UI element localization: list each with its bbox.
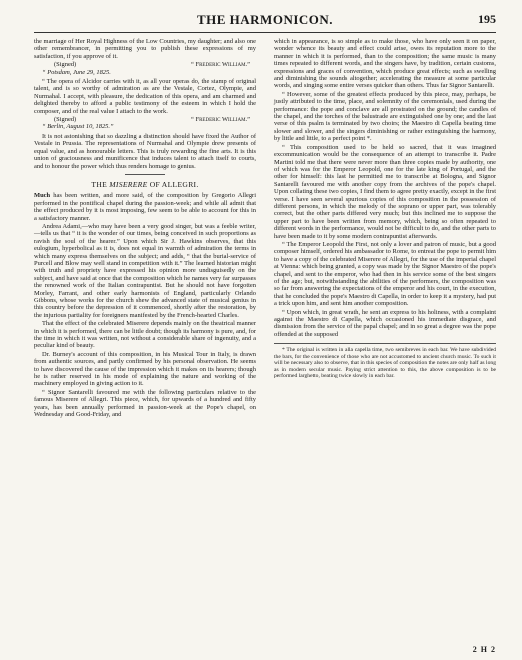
left-column <box>34 38 256 420</box>
signed-label: (Signed) <box>54 61 77 69</box>
section-title <box>34 181 256 188</box>
footnote-rule <box>274 343 496 344</box>
section-divider <box>125 174 165 175</box>
page-header <box>34 10 496 32</box>
signatory: “ Frederic William.” <box>191 116 250 124</box>
paragraph: “ Upon which, in great wrath, he sent an express to his holiness, with a complaint against the Maestro di Capella, which occasioned his immediate disgrace, and dismission from the service of the papal chapel; and in so great a degree was the pope offended at the supposed <box>274 308 496 338</box>
paragraph: “ The Emperor Leopold the First, not only a lover and patron of music, but a good composer himself, ordered his ambassador to Rome, to entreat the pope to permit him to have a copy of the celebrated Miserere of Allegri, for the use of the imperial chapel at Vienna: which being granted, a copy was made by the Signor Maestro of the pope's chapel, and sent to the emperor, who had then in his service some of the best singers of the age; but, notwithstanding the abilities of the performers, the composition was so far from answering the expectations of the emperor and his court, in the execution, that he concluded the pope's Maestro di Capella, in order to keep it a mystery, had put a trick upon him, and sent him another composition. <box>274 240 496 308</box>
paragraph: “ Signor Santarelli favoured me with the following particulars relative to the famous Miserere of Allegri. This piece, which, for upwards of a hundred and fifty years, has been annually performed in passion-week at the Pope's chapel, on Wednesday and Good-Friday, and <box>34 388 256 419</box>
signed-label: (Signed) <box>54 116 77 124</box>
paragraph: which in appearance, is so simple as to make those, who have only seen it on paper, wonder whence its beauty and effect could arise, owes its reputation more to the manner in which it is performed, than to the composition; the same music is many times repeated to different words, and the singers have, by tradition, certain customs, expressions and graces of convention, which produce great effects; such as swelling and diminishing the sounds altogether; accelerating the measure at some particular words, and singing some entire verses quicker than others. Thus far Signor Santarelli. <box>274 38 496 90</box>
section-title-post: OF ALLEGRI. <box>149 179 199 189</box>
signature-line <box>34 61 256 68</box>
paragraph: “ This composition used to be held so sacred, that it was imagined excommunication would be the consequence of an attempt to transcribe it. Padre Martini told me that there were never more than three copies made by authority, one of which was for the Emperor Leopold, one for the late king of Portugal, and the other for himself: this last he permitted me to transcribe at Bologna, and Signor Santarelli favoured me with another copy from the archives of the pope's chapel. Upon collating these two copies, I find them to agree pretty exactly, except in the first verse. I have seen several spurious copies of this composition in the possession of different persons, in which the melody of the soprano or upper part, was tolerably correct, but the other parts differed very much; but this inclined me to suppose the upper part to have been written from memory, which, being so often repeated to different words in the performance, would not be difficult to do, and the other parts to have been made to it by some modern contrapuntist afterwards. <box>274 143 496 240</box>
section-title-italic: MISERERE <box>109 179 148 189</box>
signature-line <box>34 116 256 123</box>
paragraph: It is not astonishing that so dazzling a distinction should have fixed the Author of Vestale in Prussia. The representations of Nurmahal and Olympie drew presents of equal value, and as honourable letters. This is truly rewarding the fine arts. It is this union of graciousness and munificence that induces talent to attach itself to courts, and to honour the power which thus renders homage to genius. <box>34 132 256 170</box>
right-column <box>274 38 496 381</box>
paragraph: Dr. Burney's account of this composition, in his Musical Tour in Italy, is drawn from authentic sources, and partly confirmed by his personal observation. He seems to have discovered the cause of the impression which it makes on its hearers; though he is rather reserved in his mode of explaining the nature and working of the machinery employed in giving action to it. <box>34 350 256 388</box>
dateline: “ Potsdam, June 29, 1825. <box>42 68 111 76</box>
page-number: 195 <box>478 12 496 26</box>
lead-word: Much <box>34 192 51 200</box>
dateline: “ Berlin, August 10, 1825.” <box>42 123 114 131</box>
paragraph <box>34 192 256 222</box>
signatory: “ Frederic William.” <box>191 61 250 69</box>
footnote: * The original is written in alla capella time, two semibreves in each bar. We have subdivided the bars, for the convenience of those who are not accustomed to ancient church music. To such it will be necessary also to observe, that in this species of composition the notes are only half as long as in modern secular music. Paying strict attention to this, the above composition is to be performed larghetto, beating twice slowly in each bar. <box>274 347 496 380</box>
paragraph: the marriage of Her Royal Highness of the Low Countries, my daughter; and also one other remembrancer, in permitting you to publish these expressions of my satisfaction, if you approve of it. <box>34 38 256 60</box>
header-rule <box>34 32 496 33</box>
paragraph: “ The opera of Alcidor carries with it, as all your operas do, the stamp of original talent, and is so worthy of admiration as are the Vestale, Cortez, Olympie, and Nurmahal. I accept, with pleasure, the dedication of this opera, and am charmed and delighted thereby to afford a public testimony of the esteem in which I hold the composer, and of the real value I attach to the work. <box>34 78 256 115</box>
page <box>34 10 496 654</box>
paragraph: “ However, some of the greatest effects produced by this piece, may, perhaps, be justly attributed to the time, place, and solemnity of the ceremonials, used during the performance: the pope and conclave are all prostrated on the ground; the candles of the chapel, and the torches of the balustrade are extinguished one by one; and the last verse of this psalm is terminated by two choirs; the Maestro di Capella beating time slower and slower, and the singers diminishing or rather extinguishing the harmony, by little and little, to a perfect point *. <box>274 90 496 143</box>
signature-mark: 2 H 2 <box>472 645 496 654</box>
section-title-pre: THE <box>91 179 108 189</box>
paragraph: Andrea Adami,—who may have been a very good singer, but was a feeble writer,—tells us that “ it is the wonder of our times, being conceived in such proportions as ravish the soul of the hearer.” Upon which Sir J. Hawkins observes, that this eulogium, hyperbolical as it is, does not equal in warmth of admiration the terms in which many express themselves on the subject; and adds, “ that the burial-service of Purcell and Blow may well stand in competition with it.” The learned historian might with truth and propriety have expressed his opinion more undisguisedly on the subject, and have said at once that the composition which he names very far surpasses the renowned work of the Italian contrapuntist. But he should not have forgotten Morley, Farrant, and other early harmonists of England, particularly Orlando Gibbons, whose works for the church shew the advanced state of musical genius in this country before the depression of it commenced, shortly after the restoration, by the injurious partiality for foreigners manifested by the French-hearted Charles. <box>34 222 256 319</box>
paragraph: That the effect of the celebrated Miserere depends mainly on the theatrical manner in which it is performed, there can be little doubt; though its harmony is pure, and, for the time in which it was written, not without a considerable share of ingenuity, and a peculiar kind of beauty. <box>34 320 256 350</box>
running-title: THE HARMONICON. <box>196 12 334 27</box>
paragraph-text: has been written, and more said, of the composition by Gregorio Allegri performed in the pontifical chapel during the passion-week; and while all admit that the effect produced by it is most imposing, few seem to be able to account for this in a satisfactory manner. <box>34 192 256 222</box>
